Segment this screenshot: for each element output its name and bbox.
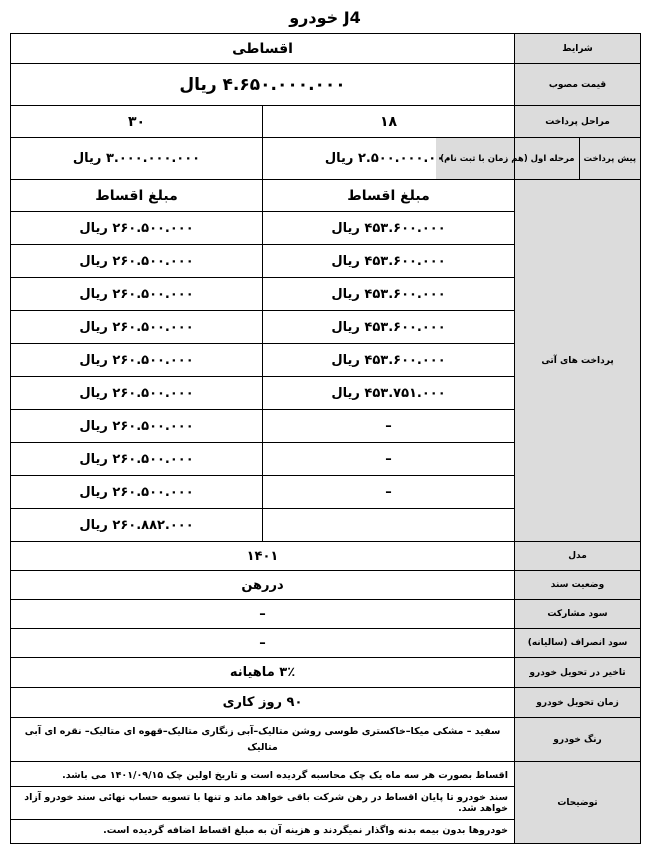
delivery-time-value: ۹۰ روز کاری bbox=[11, 688, 515, 718]
label-first-stage: مرحله اول (هم زمان با ثبت نام) bbox=[436, 138, 579, 179]
plan-30-installment: ۲۶۰.۸۸۲.۰۰۰ ریال bbox=[11, 509, 263, 542]
delivery-delay-value: ۳٪ ماهیانه bbox=[11, 658, 515, 688]
plan-30-stages: ۳۰ bbox=[11, 106, 263, 138]
label-future-payments: پرداخت های آتی bbox=[515, 180, 641, 542]
sales-conditions-table bbox=[10, 33, 641, 844]
row-installment-header bbox=[11, 180, 641, 212]
row-participation-profit bbox=[11, 600, 641, 629]
plan-18-stages: ۱۸ bbox=[263, 106, 515, 138]
row-delivery-delay bbox=[11, 658, 641, 688]
model-value: ۱۴۰۱ bbox=[11, 542, 515, 571]
plan-30-installment: ۲۶۰.۵۰۰.۰۰۰ ریال bbox=[11, 245, 263, 278]
label-delivery-time: زمان تحویل خودرو bbox=[515, 688, 641, 718]
label-prepayment: پیش پرداخت bbox=[579, 138, 640, 179]
plan-18-installment: ۴۵۳.۶۰۰.۰۰۰ ریال bbox=[263, 344, 515, 377]
label-model: مدل bbox=[515, 542, 641, 571]
approved-price-value: ۴.۶۵۰.۰۰۰.۰۰۰ ریال bbox=[11, 64, 515, 106]
label-cancellation-profit: سود انصراف (سالیانه) bbox=[515, 629, 641, 658]
plan-18-installment: ۴۵۳.۶۰۰.۰۰۰ ریال bbox=[263, 245, 515, 278]
plan-30-installment: ۲۶۰.۵۰۰.۰۰۰ ریال bbox=[11, 311, 263, 344]
plan-18-installment: – bbox=[263, 410, 515, 443]
label-document-status: وضعیت سند bbox=[515, 571, 641, 600]
row-approved-price bbox=[11, 64, 641, 106]
cancellation-profit-value: – bbox=[11, 629, 515, 658]
participation-profit-value: – bbox=[11, 600, 515, 629]
plan-18-prepayment: ۲.۵۰۰.۰۰۰.۰۰۰ ریال bbox=[263, 138, 515, 180]
plan-18-installment: ۴۵۳.۶۰۰.۰۰۰ ریال bbox=[263, 278, 515, 311]
plan-18-installment: ۴۵۳.۶۰۰.۰۰۰ ریال bbox=[263, 212, 515, 245]
label-payment-stages: مراحل پرداخت bbox=[515, 106, 641, 138]
document-status-value: دررهن bbox=[11, 571, 515, 600]
plan-18-installment: ۴۵۳.۷۵۱.۰۰۰ ریال bbox=[263, 377, 515, 410]
label-participation-profit: سود مشارکت bbox=[515, 600, 641, 629]
label-conditions: شرایط bbox=[515, 34, 641, 64]
plan-30-installment: ۲۶۰.۵۰۰.۰۰۰ ریال bbox=[11, 278, 263, 311]
label-delivery-delay: تاخیر در تحویل خودرو bbox=[515, 658, 641, 688]
conditions-value: اقساطی bbox=[11, 34, 515, 64]
plan-30-installment: ۲۶۰.۵۰۰.۰۰۰ ریال bbox=[11, 410, 263, 443]
plan-18-installment: – bbox=[263, 443, 515, 476]
plan-30-installment: ۲۶۰.۵۰۰.۰۰۰ ریال bbox=[11, 212, 263, 245]
row-conditions bbox=[11, 34, 641, 64]
row-payment-stages bbox=[11, 106, 641, 138]
label-approved-price: قیمت مصوب bbox=[515, 64, 641, 106]
note-line: خودروها بدون بیمه بدنه واگذار نمیگردند و هزینه آن به مبلغ اقساط اضافه گردیده است. bbox=[103, 824, 509, 836]
plan-30-installment: ۲۶۰.۵۰۰.۰۰۰ ریال bbox=[11, 443, 263, 476]
row-notes bbox=[11, 762, 641, 844]
note-line: سند خودرو تا پایان اقساط در رهن شرکت باقی خواهد ماند و تنها با تسویه حساب نهائی سند خودرو آزاد خواهد شد. bbox=[11, 787, 514, 820]
note-line: اقساط بصورت هر سه ماه یک چک محاسبه گردیده است و تاریخ اولین چک ۱۴۰۱/۰۹/۱۵ می باشد. bbox=[11, 765, 514, 787]
row-document-status bbox=[11, 571, 641, 600]
plan-18-installment-header: مبلغ اقساط bbox=[263, 180, 515, 212]
label-notes: توضیحات bbox=[515, 762, 641, 844]
plan-30-installment: ۲۶۰.۵۰۰.۰۰۰ ریال bbox=[11, 344, 263, 377]
row-prepayment bbox=[11, 138, 641, 180]
plan-18-installment: – bbox=[263, 476, 515, 509]
row-car-color bbox=[11, 718, 641, 762]
car-color-value: سفید – مشکی میکا–خاکستری طوسی روشن متالیک–آبی زنگاری متالیک–قهوه ای متالیک– نقره ای آبی متالیک bbox=[11, 718, 515, 762]
row-model bbox=[11, 542, 641, 571]
row-cancellation-profit bbox=[11, 629, 641, 658]
page-title: خودرو J4 bbox=[289, 8, 361, 27]
prepayment-label-cell bbox=[440, 138, 641, 180]
plan-18-installment: ۴۵۳.۶۰۰.۰۰۰ ریال bbox=[263, 311, 515, 344]
plan-30-installment-header: مبلغ اقساط bbox=[11, 180, 263, 212]
plan-30-prepayment: ۳.۰۰۰.۰۰۰.۰۰۰ ریال bbox=[11, 138, 263, 180]
plan-30-installment: ۲۶۰.۵۰۰.۰۰۰ ریال bbox=[11, 476, 263, 509]
plan-18-installment bbox=[263, 509, 515, 542]
label-car-color: رنگ خودرو bbox=[515, 718, 641, 762]
plan-30-installment: ۲۶۰.۵۰۰.۰۰۰ ریال bbox=[11, 377, 263, 410]
row-delivery-time bbox=[11, 688, 641, 718]
notes-value bbox=[11, 762, 515, 844]
